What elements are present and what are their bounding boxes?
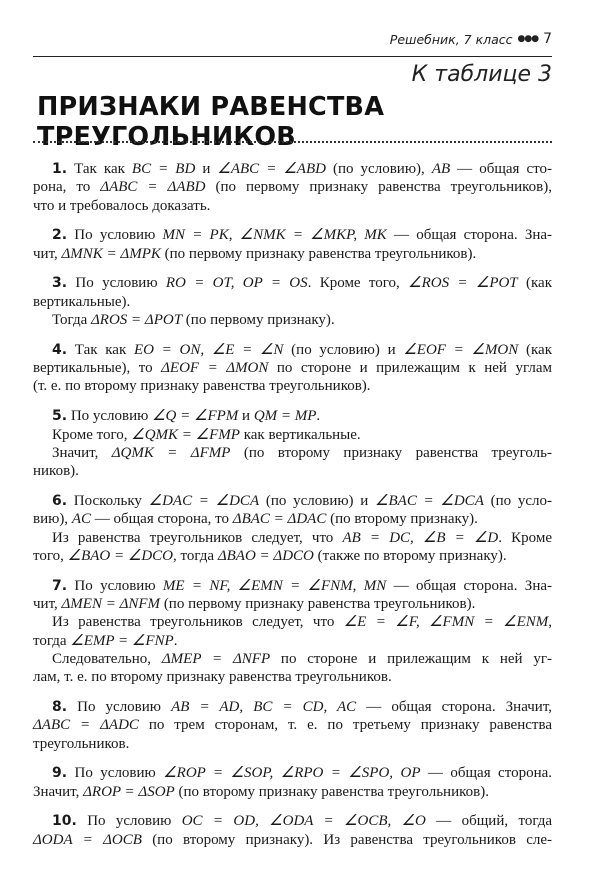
- text-run: (по второму признаку равенства треуголь-: [230, 444, 552, 461]
- math-expression: ∠EMP = ∠FNP: [70, 632, 174, 649]
- text-run: — общая сторона, то: [90, 511, 233, 528]
- text-run: (как: [517, 275, 552, 292]
- text-line: [33, 698, 552, 716]
- text-run: и: [195, 161, 218, 177]
- math-expression: ΔROP = ΔSOP: [83, 783, 175, 800]
- text-line: [33, 735, 552, 753]
- text-line: [33, 613, 552, 631]
- solution-paragraph: [33, 444, 552, 481]
- math-expression: AB = DC, ∠B = ∠D: [342, 529, 499, 546]
- text-run: По условию: [74, 765, 164, 782]
- text-run: (т. е. по второму признаку равенства треугольников).: [33, 378, 371, 395]
- math-expression: AB = AD, BC = CD, AC: [171, 698, 357, 715]
- solution-item: [33, 492, 552, 565]
- text-line: [33, 311, 552, 329]
- text-run: — общая сторона. Зна-: [386, 577, 553, 594]
- text-run: (также по второму признаку).: [313, 547, 507, 564]
- solution-number: 5.: [52, 408, 68, 425]
- solution-paragraph: [33, 613, 552, 650]
- dotted-divider: [33, 141, 552, 143]
- math-expression: ∠Q = ∠FPM: [152, 408, 239, 425]
- text-line: [33, 716, 552, 734]
- math-expression: ∠E = ∠F, ∠FMN = ∠ENM: [343, 614, 549, 631]
- math-expression: ME = NF, ∠EMN = ∠FNM, MN: [162, 577, 387, 594]
- text-run: (по первому признаку равенства треугольников).: [160, 595, 476, 612]
- text-run: По условию: [77, 698, 172, 715]
- page-title: ПРИЗНАКИ РАВЕНСТВА ТРЕУГОЛЬНИКОВ: [37, 92, 385, 152]
- solution-number: 6.: [52, 492, 68, 509]
- section-subtitle: К таблице 3: [411, 62, 552, 87]
- solution-paragraph: [33, 407, 552, 425]
- math-expression: AC: [71, 511, 91, 528]
- text-run: . Кроме: [498, 529, 552, 546]
- text-run: Тогда: [52, 312, 91, 329]
- math-expression: ΔEOF = ΔMON: [161, 360, 269, 377]
- text-line: [33, 764, 552, 782]
- solution-item: [33, 160, 552, 215]
- solution-item: [33, 274, 552, 329]
- text-run: — общая сторона. Зна-: [386, 227, 553, 244]
- math-expression: ΔMEN = ΔNFM: [61, 595, 161, 612]
- text-run: вертикальные).: [33, 293, 131, 310]
- text-run: .: [316, 408, 321, 425]
- math-expression: ΔABC = ΔADC: [33, 717, 139, 734]
- solution-number: 2.: [52, 227, 68, 244]
- text-run: — общая сто-: [450, 161, 552, 177]
- math-expression: ∠ROP = ∠SOP, ∠RPO = ∠SPO, OP: [163, 765, 421, 782]
- math-expression: ∠EOF = ∠MON: [403, 341, 519, 358]
- math-expression: OC = OD, ∠ODA = ∠OCB, ∠O: [181, 813, 426, 830]
- solution-number: 4.: [52, 341, 68, 358]
- solution-item: [33, 764, 552, 801]
- text-line: [33, 160, 552, 178]
- text-run: — общая сторона. Значит,: [356, 698, 552, 715]
- text-run: (по второму признаку).: [326, 511, 478, 528]
- text-line: [33, 462, 552, 480]
- solution-paragraph: [33, 698, 552, 753]
- solution-number: 10.: [52, 813, 77, 830]
- math-expression: ΔODA = ΔOCB: [33, 831, 142, 848]
- solution-number: 7.: [52, 577, 68, 594]
- math-expression: ΔROS = ΔPOT: [90, 312, 183, 329]
- math-expression: AB: [431, 161, 451, 177]
- text-line: [33, 668, 552, 686]
- math-expression: RO = OT, OP = OS: [165, 275, 308, 292]
- triple-bullet-icon: ●●●: [517, 34, 539, 44]
- text-run: (по первому признаку равенства треугольников).: [160, 245, 477, 262]
- text-line: [33, 632, 552, 650]
- text-run: рона, то: [33, 179, 101, 196]
- solution-number: 9.: [52, 765, 68, 782]
- text-line: [33, 178, 552, 196]
- math-expression: ∠QMK = ∠FMP: [131, 426, 240, 443]
- text-line: [33, 812, 552, 830]
- running-title: Решебник, 7 класс: [389, 31, 513, 47]
- math-expression: ∠BAC = ∠DCA: [375, 492, 484, 509]
- text-run: Так как: [74, 341, 134, 358]
- solution-paragraph: [33, 274, 552, 311]
- solution-item: [33, 698, 552, 753]
- math-expression: QM = MP: [253, 408, 317, 425]
- text-line: [33, 444, 552, 462]
- text-run: тогда: [33, 632, 71, 649]
- text-run: Следовательно,: [52, 650, 162, 667]
- text-run: — общий, тогда: [425, 813, 553, 830]
- math-expression: EO = ON, ∠E = ∠N: [133, 341, 284, 358]
- text-line: [33, 650, 552, 668]
- solution-paragraph: [33, 529, 552, 566]
- text-line: [33, 293, 552, 311]
- text-run: вертикальные), то: [33, 360, 162, 377]
- text-run: Кроме того,: [52, 426, 132, 443]
- solution-paragraph: [33, 577, 552, 614]
- text-run: По условию: [75, 275, 166, 292]
- text-run: Так как: [74, 161, 132, 177]
- text-run: По условию: [70, 408, 153, 425]
- math-expression: ∠ROS = ∠POT: [408, 275, 518, 292]
- text-run: (по усло-: [483, 492, 552, 509]
- text-line: [33, 529, 552, 547]
- text-run: Значит,: [33, 783, 84, 800]
- text-line: [33, 407, 552, 425]
- text-run: чит,: [33, 595, 62, 612]
- solution-item: [33, 577, 552, 687]
- solution-item: [33, 341, 552, 396]
- solution-paragraph: [33, 226, 552, 263]
- text-run: По условию: [74, 227, 163, 244]
- math-expression: MN = PK, ∠NMK = ∠MKP, MK: [162, 227, 387, 244]
- math-expression: ΔMNK = ΔMPK: [61, 245, 161, 262]
- solution-number: 1.: [52, 161, 68, 177]
- text-line: [33, 274, 552, 292]
- solution-item: [33, 407, 552, 480]
- solution-number: 8.: [52, 698, 68, 715]
- text-run: Из равенства треугольников следует, что: [52, 614, 344, 631]
- text-run: (как: [518, 341, 552, 358]
- solution-number: 3.: [52, 275, 68, 292]
- text-line: [33, 577, 552, 595]
- solution-item: [33, 812, 552, 849]
- text-line: [33, 377, 552, 395]
- text-line: [33, 783, 552, 801]
- text-run: По условию: [74, 577, 163, 594]
- text-run: (по второму признаку равенства треугольников).: [174, 783, 489, 800]
- text-run: .: [173, 632, 178, 649]
- solution-paragraph: [33, 341, 552, 396]
- text-run: и: [238, 408, 254, 425]
- text-run: (по второму признаку). Из равенства треугольников сле-: [141, 831, 552, 848]
- text-line: [33, 510, 552, 528]
- text-run: (по условию),: [325, 161, 432, 177]
- text-run: лам, т. е. по второму признаку равенства треугольников.: [33, 669, 392, 686]
- text-line: [33, 547, 552, 565]
- solution-paragraph: [33, 311, 552, 329]
- math-expression: ΔBAC = ΔDAC: [232, 511, 327, 528]
- text-run: треугольников.: [33, 735, 130, 752]
- math-expression: ΔABC = ΔABD: [100, 179, 206, 196]
- text-run: Значит,: [52, 444, 112, 461]
- solution-paragraph: [33, 160, 552, 215]
- text-line: [33, 359, 552, 377]
- text-run: Поскольку: [73, 492, 149, 509]
- text-run: (по первому признаку).: [182, 312, 335, 329]
- text-run: (по первому признаку равенства треугольников),: [205, 179, 552, 196]
- solution-paragraph: [33, 650, 552, 687]
- text-line: [33, 595, 552, 613]
- math-expression: ΔBAO = ΔDCO: [217, 547, 314, 564]
- text-run: (по условию) и: [259, 492, 376, 509]
- solution-item: [33, 226, 552, 263]
- text-run: (по условию) и: [283, 341, 404, 358]
- math-expression: ∠ABC = ∠ABD: [217, 161, 326, 177]
- text-run: ников).: [33, 463, 79, 480]
- solution-paragraph: [33, 812, 552, 849]
- text-run: ,: [548, 614, 553, 631]
- text-run: По условию: [87, 813, 182, 830]
- solution-paragraph: [33, 492, 552, 529]
- text-run: вию),: [33, 511, 72, 528]
- text-run: что и требовалось доказать.: [33, 197, 211, 214]
- text-run: как вертикальные.: [239, 426, 361, 443]
- text-run: по стороне и прилежащим к ней уг-: [270, 650, 552, 667]
- text-run: по стороне и прилежащим к ней углам: [268, 360, 552, 377]
- text-run: чит,: [33, 245, 62, 262]
- text-line: [33, 426, 552, 444]
- text-run: того,: [33, 547, 68, 564]
- text-run: по трем сторонам, т. е. по третьему признаку равенства: [138, 717, 553, 734]
- math-expression: ΔQMK = ΔFMP: [111, 444, 231, 461]
- text-run: . Кроме того,: [307, 275, 409, 292]
- solution-paragraph: [33, 764, 552, 801]
- running-header: [390, 31, 552, 47]
- math-expression: ∠DAC = ∠DCA: [148, 492, 260, 509]
- text-line: [33, 341, 552, 359]
- text-line: [33, 245, 552, 263]
- header-rule: [33, 56, 552, 57]
- solutions-list: [33, 160, 552, 861]
- math-expression: ∠BAO = ∠DCO: [67, 547, 173, 564]
- text-run: Из равенства треугольников следует, что: [52, 529, 343, 546]
- text-run: — общая сторона.: [420, 765, 552, 782]
- text-line: [33, 197, 552, 215]
- text-run: , тогда: [173, 547, 218, 564]
- math-expression: BC = BD: [131, 161, 196, 177]
- page-number: 7: [543, 31, 552, 47]
- text-line: [33, 831, 552, 849]
- text-line: [33, 226, 552, 244]
- text-line: [33, 492, 552, 510]
- solution-paragraph: [33, 426, 552, 444]
- math-expression: ΔMEP = ΔNFP: [161, 650, 271, 667]
